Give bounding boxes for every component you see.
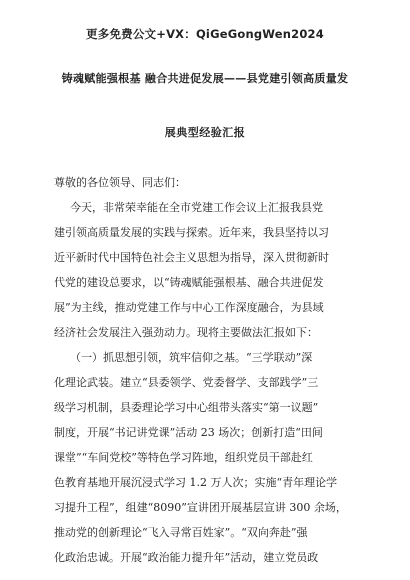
paragraph-line: 经济社会发展注入强劲动力。现将主要做法汇报如下：	[54, 326, 318, 339]
document-title-line-1: 铸魂赋能强根基 融合共进促发展——县党建引领高质量发	[61, 72, 349, 85]
paragraph-line: 化理论武装。建立“县委领学、党委督学、支部践学”三	[54, 376, 319, 389]
paragraph-line: 课堂”“车间党校”等特色学习阵地，组织党员干部赴红	[54, 451, 313, 464]
paragraph-line: 代党的建设总要求，以“铸魂赋能强根基、融合共进促发	[54, 276, 324, 289]
paragraph-line: 化政治忠诚。开展“政治能力提升年”活动，建立党员政	[54, 551, 319, 564]
paragraph-line: 近平新时代中国特色社会主义思想为指导，深入贯彻新时	[54, 251, 329, 264]
paragraph-line: 建引领高质量发展的实践与探索。近年来，我县坚持以习	[54, 226, 329, 239]
paragraph-line: 展”为主线，推动党建工作与中心工作深度融合，为县域	[54, 301, 324, 314]
paragraph-line: 制度，开展“书记讲党课”活动 23 场次；创新打造“田间	[54, 426, 323, 439]
paragraph-line: 级学习机制，县委理论学习中心组带头落实“第一议题”	[54, 401, 319, 414]
document-title-line-2: 展典型经验汇报	[164, 126, 246, 139]
paragraph-line: 推动党的创新理论“飞入寻常百姓家”。“双向奔赴”强	[54, 526, 308, 539]
watermark-header: 更多免费公文+VX：QiGeGongWen2024	[86, 27, 324, 41]
section-heading-line: （一）抓思想引领，筑牢信仰之基。“三学联动”深	[70, 351, 313, 364]
paragraph-line: 色教育基地开展沉浸式学习 1.2 万人次；实施“青年理论学	[54, 476, 338, 489]
paragraph-line: 习提升工程”，组建“8090”宣讲团开展基层宣讲 300 余场，	[54, 501, 347, 514]
paragraph-line: 今天，非常荣幸能在全市党建工作会议上汇报我县党	[70, 201, 323, 214]
salutation: 尊敬的各位领导、同志们：	[54, 176, 186, 189]
